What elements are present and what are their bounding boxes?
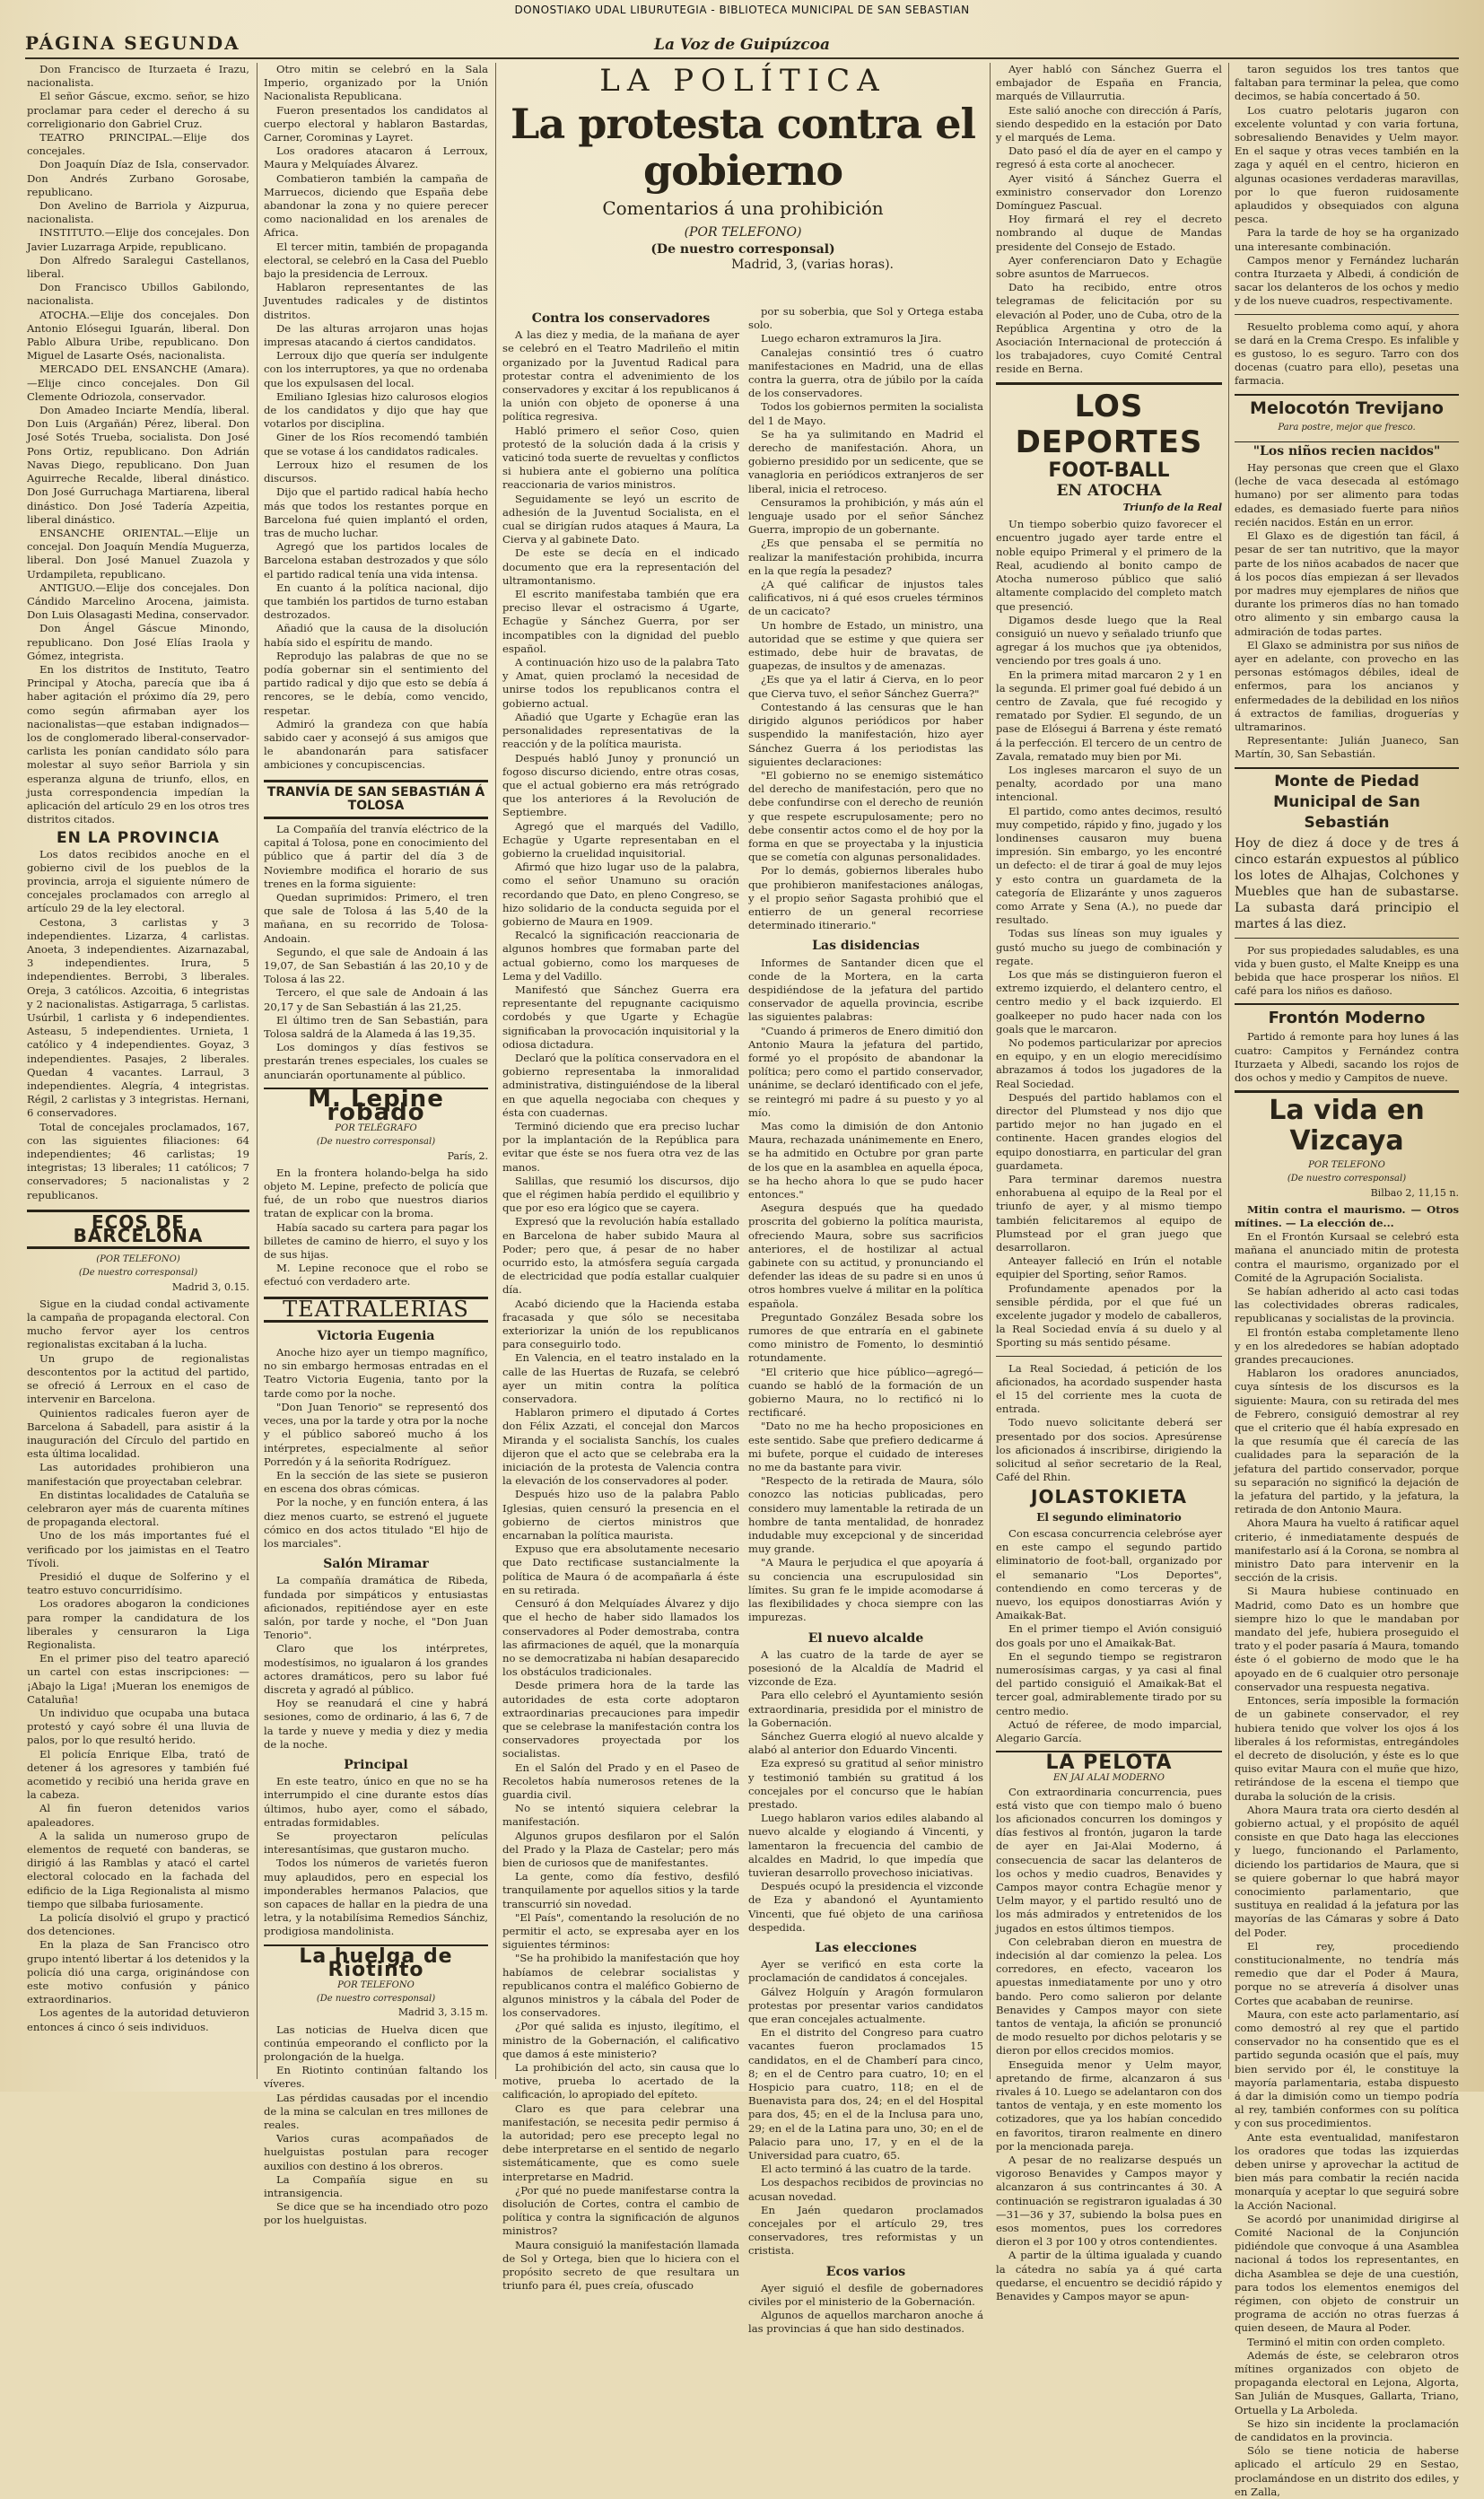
paragraph: Sigue en la ciudad condal activamente la campaña de propaganda electoral. Con mucho fervor ayer los centros regionalistas excitaban á la lucha. (27, 1297, 249, 1351)
paragraph: En el Salón del Prado y en el Paseo de Recoletos había numerosos retenes de la guardia civil. (502, 1761, 739, 1801)
paragraph: Luego hablaron varios ediles alabando al nuevo alcalde y elogiando á Vincenti, y lamentaron la frecuencia del cambio de alcaldes en Madrid, lo que impedía que tuvieran desarrollo provechoso iniciativas. (748, 1812, 983, 1879)
subheading: Contra los conservadores (531, 311, 711, 326)
paragraph: Después del partido hablamos con el director del Plumstead y nos dijo que partido mejor no han jugado en el continente. Hacen grandes elogios del equipo donostiarra, en particular del gran guardameta. (996, 1090, 1222, 1172)
masthead (25, 27, 1459, 59)
paragraph: Un individuo que ocupaba una butaca protestó y cayó sobre él una lluvia de palos, por lo que resultó herido. (27, 1706, 249, 1747)
paragraph: Luego echaron extramuros la Jira. (761, 332, 942, 345)
dateline: París, 2. (447, 1149, 488, 1162)
paragraph: El partido, como antes decimos, resultó muy competido, rápido y fino, jugado y los londinenses causaron muy buena impresión. Sin embargo, yo les encontré un defecto: el de tirar á goal de muy lejos y esto contra un guardameta de la categoría de Elizaránte y unos zagueros como Arrate y Sena (A.), no puede dar resultado. (996, 804, 1222, 927)
paragraph: Los domingos y días festivos se prestarán trenes especiales, los cuales se anunciarán oportunamente al público. (264, 1041, 488, 1081)
paragraph: Claro es que para celebrar una manifestación, se necesita pedir permiso á la autoridad; pero ese precepto legal no debe interpretarse en el sentido de negarlo sistemáticamente, que es como suele interpretarse en Madrid. (502, 2101, 739, 2183)
paragraph: Anoche hizo ayer un tiempo magnífico, no sin embargo hermosas entradas en el Teatro Victoria Eugenia, tanto por la tarde como por la noche. (264, 1346, 488, 1400)
paragraph: Varios curas acompañados de huelguistas postulan para recoger auxilios con destino á los obreros. (264, 2132, 488, 2172)
paragraph: Digamos desde luego que la Real consiguió un nuevo y señalado triunfo que agregar á los muchos que ¡ya obtenidos, venciendo por tres goals á uno. (996, 613, 1222, 668)
paragraph: Seguidamente se leyó un escrito de adhesión de la Juventud Socialista, en el cual se dirigían rudos ataques á Maura, La Cierva y al gabinete Dato. (502, 492, 739, 546)
paragraph: por su soberbia, que Sol y Ortega estaba solo. (748, 305, 983, 332)
paragraph: "El criterio que hice público—agregó—cuando se habló de la formación de un gobierno Maura, no lo rectificó ni lo rectificaré. (748, 1365, 983, 1420)
paragraph: Ayer habló con Sánchez Guerra el embajador de España en Francia, marqués de Villaurrutia. (996, 63, 1222, 103)
paragraph: Sánchez Guerra elogió al nuevo alcalde y alabó al anterior don Eduardo Vincenti. (748, 1729, 983, 1757)
paragraph: "Se ha prohibido la manifestación que hoy habíamos de celebrar socialistas y republicanos contra el maléfico Gobierno de algunos ministros y la cábala del Poder de los conservadores. (502, 1952, 739, 2020)
lead-story-right (748, 305, 983, 2336)
paragraph: A las cuatro de la tarde de ayer se posesionó de la Alcaldía de Madrid el vizconde de Eza. (748, 1647, 983, 1689)
paragraph: Las noticias de Huelva dicen que continúa empeorando el conflicto por la prolongación de la huelga. (264, 2023, 488, 2064)
paragraph: "El gobierno no se enemigo sistemático del derecho de manifestación, pero que no debe confundirse con el derecho de reunión y que respete escrupulosamente; pero no debe consentir actos como el de hoy por la forma en que se proyectaba y la injusticia que se cometía con algunas personalidades. (748, 768, 983, 864)
paragraph: Por lo demás, gobiernos liberales hubo que prohibieron manifestaciones análogas, y el propio señor Sagasta prohibió que el entierro de un general recorriese determinado itinerario." (748, 864, 983, 932)
subheadline: Comentarios á una prohibición (602, 197, 884, 219)
paragraph: A partir de la última igualada y cuando la cátedra no sabía ya á qué carta quedarse, el encuentro se decidió rápido y Benavides y Campos mayor se apun- (996, 2249, 1222, 2303)
paragraph: Por la noche, y en función entera, á las diez menos cuarto, se estrenó el juguete cómico en dos actos titulado "El hijo de los marciales". (264, 1496, 488, 1550)
paragraph: Añadió que la causa de la disolución había sido el espíritu de mando. (264, 622, 488, 649)
paragraph: En el Frontón Kursaal se celebró esta mañana el anunciado mitin de protesta contra el maurismo, organizado por el Comité de la Agrupación Socialista. (1235, 1230, 1459, 1284)
paragraph: ANTIGUO.—Elije dos concejales. Don Cándido Marcelino Arocena, jaimista. Don Luis Olasagasti Medina, conservador. (27, 581, 249, 622)
section-heading: La vida en Vizcaya (1235, 1090, 1459, 1157)
subheading: Salón Miramar (323, 1557, 429, 1572)
divider (1235, 938, 1459, 939)
paragraph: En distintas localidades de Cataluña se celebraron ayer más de cuarenta mítines de propaganda electoral. (27, 1488, 249, 1529)
paragraph: Los datos recibidos anoche en el gobierno civil de los pueblos de la provincia, arroja el siguiente número de concejales proclamados con arreglo al artículo 29 de la ley electoral. (27, 847, 249, 915)
paragraph: ¿Es que ya el latir á Cierva, en lo peor que Cierva tuvo, el señor Sánchez Guerra?" (748, 673, 983, 700)
paragraph: Todo nuevo solicitante deberá ser presentado por dos socios. Apresúrense los aficionados á inscribirse, dirigiendo la solicitud al señor secretario de la Real, Café del Rhin. (996, 1416, 1222, 1484)
section-heading: JOLASTOKIETA (1031, 1485, 1187, 1507)
paragraph: Se hizo sin incidente la proclamación de candidatos en la provincia. (1235, 2416, 1459, 2444)
paragraph: Desde primera hora de la tarde las autoridades de esta corte adoptaron extraordinarias precauciones para impedir que se celebrase la manifestación contra los conservadores proyectada por los socialistas. (502, 1679, 739, 1761)
paragraph: Don Avelino de Barriola y Aizpurua, nacionalista. (27, 199, 249, 226)
paragraph: Quinientos radicales fueron ayer de Barcelona á Sabadell, para asistir á la inauguración del Círculo del partido en esta última localidad. (27, 1406, 249, 1461)
paragraph: De este se decía en el indicado documento que era la representación del ultramontanismo. (502, 546, 739, 587)
paragraph: Uno de los más importantes fué el verificado por los jaimistas en el Teatro Tívoli. (27, 1529, 249, 1569)
paragraph: Para la tarde de hoy se ha organizado una interesante combinación. (1235, 226, 1459, 253)
paragraph: En el segundo tiempo se registraron numerosísimas cargas, y ya casi al final del partido consiguió el Amaikak-Bat el tercer goal, admirablemente tirado por su centro medio. (996, 1649, 1222, 1717)
paragraph: El escrito manifestaba también que era preciso llevar el ostracismo á Ugarte, Echagüe y Sánchez Guerra, por ser incompatibles con la dignidad del pueblo español. (502, 588, 739, 655)
paragraph: Ayer siguió el desfile de gobernadores civiles por el ministerio de la Gobernación. (748, 2281, 983, 2309)
paragraph: En Jaén quedaron proclamados concejales por el artículo 29, tres conservadores, tres reformistas y un cristista. (748, 2203, 983, 2258)
paragraph: MERCADO DEL ENSANCHE (Amara).—Elije cinco concejales. Don Gil Clemente Odriozola, conservador. (27, 363, 249, 403)
paragraph: A continuación hizo uso de la palabra Tato y Amat, quien proclamó la necesidad de unirse todos los republicanos contra el gobierno actual. (502, 656, 739, 710)
paragraph: Emiliano Iglesias hizo calurosos elogios de los candidatos y dijo que hay que votarlos por disciplina. (264, 389, 488, 431)
paragraph: En Riotinto continúan faltando los víveres. (264, 2064, 488, 2091)
paragraph: Declaró que la política conservadora en el gobierno representaba la inmoralidad administrativa, distinguiéndose de la liberal en que aquella negociaba con cheques y ésta con cuadernas. (502, 1051, 739, 1119)
paragraph: Tercero, el que sale de Andoain á las 20,17 y de San Sebastián á las 21,25. (264, 986, 488, 1013)
subheading: EN JAI ALAI MODERNO (1052, 1773, 1165, 1784)
section-heading: M. Lepine robado (264, 1088, 488, 1120)
newspaper-name: La Voz de Guipúzcoa (654, 36, 830, 54)
dateline: Madrid 3, 0.15. (171, 1280, 249, 1293)
paragraph: En Valencia, en el teatro instalado en la calle de las Huertas de Ruzafa, se celebró ayer un mitin contra la política conservadora. (502, 1351, 739, 1406)
paragraph: "Dato no me ha hecho proposiciones en este sentido. Sabe que prefiero dedicarme á mi bufete, porque el cuidado de intereses no me da bastante para vivir. (748, 1420, 983, 1474)
paragraph: Después ocupó la presidencia el vizconde de Eza y abandonó el Ayuntamiento Vincenti, que fué objeto de una cariñosa despedida. (748, 1880, 983, 1934)
paragraph: Las pérdidas causadas por el incendio de la mina se calculan en tres millones de reales. (264, 2091, 488, 2132)
paragraph: Asegura después que ha quedado proscrita del gobierno la política maurista, ofreciendo Maura, sobre sus sacrificios anteriores, el de hostilizar al actual gabinete con su actitud, y pronunciando el defender las ideas de su padre si en unos ú otros hombres vuelve á militar en la política española. (748, 1201, 983, 1310)
byline: (De nuestro corresponsal) (316, 1994, 436, 2005)
section-heading: TRANVÍA DE SAN SEBASTIÁN Á TOLOSA (264, 780, 488, 819)
paragraph: Expuso que era absolutamente necesario que Dato rectificase sustancialmente la política de Maura ó de acompañarla á éste en su retirada. (502, 1542, 739, 1596)
paragraph: La prohibición del acto, sin causa que lo motive, prueba lo acertado de la calificación, lo apropiado del epíteto. (502, 2061, 739, 2101)
paragraph: Añadió que Ugarte y Echagüe eran las personalidades representativas de la reacción y de la política maurista. (502, 710, 739, 751)
paragraph: En la frontera holando-belga ha sido objeto M. Lepine, prefecto de policía que fué, de un robo que nuestros diarios tratan de explicar con la broma. (264, 1166, 488, 1220)
column-rule (495, 63, 496, 2079)
paragraph: Recalcó la significación reaccionaria de algunos hombres que formaban parte del actual gobierno, como los marqueses de Lema y del Vadillo. (502, 929, 739, 983)
paragraph: La policía disolvió el grupo y practicó dos detenciones. (27, 1911, 249, 1938)
column-5 (1235, 63, 1459, 2498)
byline: (De nuestro corresponsal) (1287, 1174, 1407, 1184)
paragraph: Afirmó que hizo lugar uso de la palabra, como el señor Unamuno su oración recordando que Dato, en pleno Congreso, se hizo solidario de la conducta seguida por el gobierno de Maura en 1909. (502, 861, 739, 928)
paragraph: Las autoridades prohibieron una manifestación que proyectaban celebrar. (27, 1461, 249, 1488)
paragraph: Gálvez Holguín y Aragón formularon protestas por presentar varios candidatos que eran concejales actualmente. (748, 1985, 983, 2025)
paragraph: El policía Enrique Elba, trató de detener á los agresores y también fué acometido y recibió una herida grave en la cabeza. (27, 1747, 249, 1802)
paragraph: Fueron presentados los candidatos al cuerpo electoral y hablaron Bastardas, Carner, Corominas y Layret. (264, 103, 488, 144)
paragraph: Ahora Maura trata ora cierto desdén al gobierno actual, y el propósito de aquél consiste en que Dato haga las elecciones y luego, funcionando el Parlamento, diciendo los partidarios de Maura, que si se quiere gobernar lo que habrá mayor conocimiento parlamentario, que sustituya en realidad á la jefatura por las mayorías de las Cámaras y sobre á Dato del Poder. (1235, 1803, 1459, 1939)
paragraph: Un hombre de Estado, un ministro, una autoridad que se estime y que quiera ser estimado, debe huir de bravatas, de guapezas, de insultos y de amenazas. (748, 618, 983, 673)
paragraph: Se ha ya sulimitando en Madrid el derecho de manifestación. Ahora, un gobierno presidido por un sedicente, que se vanagloria en periódicos extranjeros de ser liberal, inicia el retroceso. (748, 427, 983, 495)
subheading: Las disidencias (812, 939, 920, 954)
paragraph: Hoy firmará el rey el decreto nombrando al duque de Mandas presidente del Consejo de Estado. (996, 213, 1222, 253)
paragraph: Entonces, sería imposible la formación de un gabinete conservador, el rey hubiera tenido que volver los ojos á los liberales á los reformistas, entregándoles el decreto de disolución, y éste es lo que quiso evitar Maura con el muñe que hizo, retirándose de la escena el tiempo que duraba la solución de la crisis. (1235, 1694, 1459, 1803)
paragraph: Terminó el mitin con orden completo. (1247, 2335, 1445, 2348)
dateline: Madrid 3, 3.15 m. (397, 2006, 488, 2019)
paragraph: En cuanto á la política nacional, dijo que también los partidos de turno estaban destrozados. (264, 581, 488, 622)
paragraph: "Don Juan Tenorio" se representó dos veces, una por la tarde y otra por la noche y el público saboreó mucho á los intérpretes, especialmente al señor Porredón y á la señorita Rodríguez. (264, 1400, 488, 1468)
byline: POR TELEFONO (1308, 1160, 1385, 1171)
paragraph: El acto terminó á las cuatro de la tarde. (761, 2163, 972, 2176)
section-heading: LOS DEPORTES (996, 382, 1222, 460)
paragraph: No podemos particularizar por aprecios en equipo, y en un elogio merecidísimo abrazamos á todos los jugadores de la Real Sociedad. (996, 1036, 1222, 1090)
paragraph: Quedan suprimidos: Primero, el tren que sale de Tolosa á las 5,40 de la mañana, en su recorrido de Tolosa-Andoain. (264, 890, 488, 945)
section-title: LA POLÍTICA (599, 63, 886, 99)
paragraph: Agregó que los partidos locales de Barcelona estaban destrozados y que sólo el partido radical tenía una vida intensa. (264, 540, 488, 581)
ad-heading: Melocotón Trevijano (1235, 394, 1459, 419)
paragraph: taron seguidos los tres tantos que faltaban para terminar la pelea, que como decimos, se había concertado á 50. (1235, 63, 1459, 103)
subheading: Las elecciones (815, 1940, 917, 1955)
paragraph: Al fin fueron detenidos varios apaleadores. (27, 1802, 249, 1829)
paragraph: Eza expresó su gratitud al señor ministro y testimonió también su gratitud á los concejales por el concurso que le habían prestado. (748, 1757, 983, 1811)
section-heading: La huelga de Riotinto (264, 1944, 488, 1977)
paragraph: M. Lepine reconoce que el robo se efectuó con verdadero arte. (264, 1262, 488, 1289)
paragraph: Lerroux dijo que quería ser indulgente con los interruptores, ya que no ordenaba que los expulsasen del local. (264, 349, 488, 389)
library-watermark: DONOSTIAKO UDAL LIBURUTEGIA - BIBLIOTECA MUNICIPAL DE SAN SEBASTIAN (514, 4, 970, 16)
subheading: Victoria Eugenia (317, 1328, 435, 1343)
paragraph: Un grupo de regionalistas descontentos por la actitud del partido, se ofreció á Lerroux en el caso de intervenir en Barcelona. (27, 1351, 249, 1406)
paragraph: En el primer piso del teatro apareció un cartel con estas inscripciones: —¡Abajo la Liga! ¡Mueran los enemigos de Cataluña! (27, 1652, 249, 1706)
paragraph: Preguntado González Besada sobre los rumores de que entraría en el gabinete como ministro de Fomento, lo desmintió rotundamente. (748, 1310, 983, 1365)
paragraph: A la salida un numeroso grupo de elementos de requeté con banderas, se dirigió á las Ramblas y atacó el cartel electoral colocado en la fachada del edificio de la Liga Regionalista al mismo tiempo que silbaba furiosamente. (27, 1829, 249, 1910)
paragraph: Este salió anoche con dirección á París, siendo despedido en la estación por Dato y el marqués de Lema. (996, 103, 1222, 144)
paragraph: Con celebraban dieron en muestra de indecisión al dar comienzo la pelea. Los corredores, en efecto, vacearon los apuestas inmediatamente por uno y otro bando. Pero como salieron por delante Benavides y Campos mayor con siete tantos de ventaja, la afición se pronunció de modo resuelto por dichos pelotaris y se dieron por ellos crecidos momios. (996, 1935, 1222, 2058)
paragraph: En este teatro, único en que no se ha interrumpido el cine durante estos días últimos, hubo ayer, como el sábado, entradas formidables. (264, 1775, 488, 1829)
paragraph: "Cuando á primeros de Enero dimitió don Antonio Maura la jefatura del partido, formé yo el propósito de abandonar la política; pero como el partido conservador, unánime, se declaró identificado con el jefe, se reintegró mi padre á su puesto y yo al mío. (748, 1024, 983, 1119)
ad-heading: Monte de Piedad Municipal de San Sebastián (1235, 767, 1459, 834)
paragraph: Terminó diciendo que era preciso luchar por la implantación de la República para evitar que éste se nos fuera otra vez de las manos. (502, 1119, 739, 1174)
paragraph: Ahora Maura ha vuelto á ratificar aquel criterio, é inmediatamente después de manifestarlo así á la Corona, se nombra al ministro Dato para intervenir en la sección de la crisis. (1235, 1516, 1459, 1585)
paragraph: Don Amadeo Inciarte Mendía, liberal. Don Luis (Argañán) Pérez, liberal. Don José Sotés Trueba, socialista. Don José Pons Ortiz, republicano. Don Adrián Navas Diego, republicano. Don Juan Aguirreche Recalde, liberal dinástico. Don José Gurruchaga Martiarena, liberal dinástico. Don José Tadería Azpeitia, liberal dinástico. (27, 404, 249, 526)
paragraph: TEATRO PRINCIPAL.—Elije dos concejales. (27, 131, 249, 158)
paragraph: Expresó que la revolución había estallado en Barcelona de haber subido Maura al Poder; pero que, á pesar de no haber ocurrido esto, la atmósfera seguía cargada de electricidad que podía estallar cualquier día. (502, 1215, 739, 1297)
column-rule (257, 63, 258, 2079)
byline: (De nuestro corresponsal) (316, 1137, 436, 1148)
paragraph: Un tiempo soberbio quizo favorecer el encuentro jugado ayer tarde entre el noble equipo Primeral y el primero de la Real, acudiendo al bonito campo de Atocha numeroso público que salió altamente complacido del completo match que presenció. (996, 518, 1222, 613)
subheading: Triunfo de la Real (1122, 502, 1222, 514)
paragraph: Los ingleses marcaron el suyo de un penalty, acordado por una mano intencional. (996, 763, 1222, 804)
paragraph: Representante: Julián Juaneco, San Martín, 30, San Sebastián. (1235, 734, 1459, 761)
lead-story-left (502, 305, 739, 2293)
paragraph: Los cuatro pelotaris jugaron con excelente voluntad y con varia fortuna, sobresaliendo Benavides y Uelm mayor. En el saque y otras veces también en la zaga y aquél en el centro, hicieron en algunas ocasiones verdaderas maravillas, por lo que fueron ruidosamente aplaudidos y obsequiados con alguna pesca. (1235, 103, 1459, 226)
paragraph: Dijo que el partido radical había hecho más que todos los restantes porque en Barcelona fué quien implantó el orden, tras de mucho luchar. (264, 485, 488, 539)
paragraph: Los que más se distinguieron fueron el extremo izquierdo, el delantero centro, el centro medio y el back izquierdo. El goalkeeper no pudo hacer nada con los goals que le marcaron. (996, 967, 1222, 1035)
paragraph: Después habló Junoy y pronunció un fogoso discurso diciendo, entre otras cosas, que el actual gobierno era más retrógrado que los anteriores á la Revolución de Septiembre. (502, 751, 739, 819)
paragraph: El tercer mitin, también de propaganda electoral, se celebró en la Casa del Pueblo bajo la presidencia de Lerroux. (264, 240, 488, 281)
paragraph: Se acordó por unanimidad dirigirse al Comité Nacional de la Conjunción pidiéndole que convoque á una Asamblea nacional á todos los representantes, en dicha Asamblea se deje de una cuestión, para todos los elementos enemigos del régimen, con objeto de construir un programa de acción no otras fuerzas á quien deseen, de Maura al Poder. (1235, 2212, 1459, 2335)
paragraph: Admiró la grandeza con que había sabido caer y aconsejó á sus amigos que le abandonarán para satisfacer ambiciones y concupiscencias. (264, 717, 488, 772)
paragraph: Acabó diciendo que la Hacienda estaba fracasada y que sólo se necesitaba exteriorizar la unión de los republicanos para conseguirlo todo. (502, 1297, 739, 1351)
paragraph: Informes de Santander dicen que el conde de la Mortera, en la carta despidiéndose de la jefatura del partido conservador de aquella provincia, escribe las siguientes palabras: (748, 956, 983, 1024)
paragraph: ATOCHA.—Elije dos concejales. Don Antonio Elósegui Iguarán, liberal. Don Pablo Albura Uribe, republicano. Don Miguel de Lasarte Osés, nacionalista. (27, 308, 249, 363)
paragraph: Don Ángel Gáscue Minondo, republicano. Don José Elías Iraola y Gómez, integrista. (27, 622, 249, 662)
ad-heading: "Los niños recien nacidos" (1235, 441, 1459, 459)
paragraph: Contestando á las censuras que le han dirigido algunos periódicos por haber suspendido la manifestación, hizo ayer Sánchez Guerra á los periodistas las siguientes declaraciones: (748, 700, 983, 768)
paragraph: Don Francisco Ubillos Gabilondo, nacionalista. (27, 281, 249, 308)
paragraph: En la primera mitad marcaron 2 y 1 en la segunda. El primer goal fué debido á un centro de Zavala, que fué recogido y rematado por Sydier. El segundo, de un pase de Elósegui á Barrena y éste remató á la perfección. El tercero de un centro de Zavala, rematado muy bien por Mi. (996, 668, 1222, 763)
paragraph: Los oradores abogaron la condiciones para romper la candidatura de los liberales y censuraron la Liga Regionalista. (27, 1597, 249, 1651)
column-1 (27, 63, 249, 2081)
paragraph: Ayer se verificó en esta corte la proclamación de candidatos á concejales. (748, 1958, 983, 1985)
subheading: FOOT-BALL (1048, 459, 1170, 482)
paragraph: Otro mitin se celebró en la Sala Imperio, organizado por la Unión Nacionalista Republicana. (264, 63, 488, 103)
paragraph: De las alturas arrojaron unas hojas impresas atacando á ciertos candidatos. (264, 321, 488, 349)
paragraph: Manifestó que Sánchez Guerra era representante del repugnante caciquismo cordobés y que Ugarte y Echagüe significaban la provocación inquisitorial y la odiosa dictadura. (502, 983, 739, 1051)
subheading: El segundo eliminatorio (1036, 1510, 1182, 1524)
paragraph: Por sus propiedades saludables, es una vida y buen gusto, el Malte Kneipp es una bebida que hace prosperar los niños. El café para los niños es dañoso. (1235, 943, 1459, 998)
paragraph: Don Francisco de Iturzaeta é Irazu, nacionalista. (27, 63, 249, 90)
paragraph: Los agentes de la autoridad detuvieron entonces á cinco ó seis individuos. (27, 2006, 249, 2033)
paragraph: Los despachos recibidos de provincias no acusan novedad. (748, 2176, 983, 2203)
column-2 (264, 63, 488, 2227)
paragraph: En la sección de las siete se pusieron en escena dos obras cómicas. (264, 1468, 488, 1496)
subheading: El nuevo alcalde (807, 1630, 924, 1646)
paragraph: La Compañía sigue en su intransigencia. (264, 2172, 488, 2200)
paragraph: El Glaxo se administra por sus niños de ayer en adelante, con provecho en las personas estómagos débiles, ideal de enfermos, para los ancianos y enfermedades de la debilidad en los niños á extractos de familias, droguerías y ultramarinos. (1235, 638, 1459, 733)
subheading: EN ATOCHA (1056, 481, 1162, 500)
section-heading: TEATRALERIAS (264, 1297, 488, 1323)
paragraph: Profundamente apenados por la sensible pérdida, por el que fué un excelente jugador y modelo de caballeros, la Real Sociedad envía á su duelo y al Sporting su más sentido pésame. (996, 1281, 1222, 1350)
byline: (POR TELEFONO) (684, 225, 802, 240)
paragraph: La Real Sociedad, á petición de los aficionados, ha acordado suspender hasta el 15 del corriente mes la cuota de entrada. (996, 1361, 1222, 1416)
paragraph: La Compañía del tranvía eléctrico de la capital á Tolosa, pone en conocimiento del público que á partir del día 3 de Noviembre modifica el horario de sus trenes en la forma siguiente: (264, 822, 488, 890)
byline: (POR TELEFONO) (96, 1254, 180, 1265)
paragraph: En los distritos de Instituto, Teatro Principal y Atocha, parecía que iba á haber agitación el próximo día 29, pero como según afirmaban ayer los nacionalistas—que estaban indignados—los de conglomerado liberal-conservador-carlista les ponían candidato sólo para molestar al suyo señor Barriola y sin esperanza alguna de triunfo, ellos, en justa correspondencia impedían la aplicación del artículo 29 en los otros tres distritos citados. (27, 662, 249, 826)
paragraph: Con extraordinaria concurrencia, pues está visto que con tiempo malo ó bueno los aficionados concurren los domingos y días festivos al frontón, jugaron la tarde de ayer en Jai-Alai Moderno, á consecuencia de sacar las delanteros de los ochos y medio cuadros, Benavides y Campos mayor contra Echagüe menor y Uelm mayor, y el partido resultó uno de los más admirados y entretenidos de los jugados en estos últimos tiempos. (996, 1785, 1222, 1935)
paragraph: Partido á remonte para hoy lunes á las cuatro: Campitos y Fernández contra Iturzaeta y Albedi, sacando los rojos de dos ochos y medio y Campitos de nueve. (1235, 1030, 1459, 1084)
paragraph: Todos los números de varietés fueron muy aplaudidos, pero en especial los imponderables hermanos Palacios, que son capaces de hallar en la piedra de una letra, y la notabilísima Remedios Sánchiz, prodigiosa mandolinista. (264, 1857, 488, 1938)
paragraph: Cestona, 3 carlistas y 3 independientes. Lizarza, 4 carlistas. Anoeta, 3 independientes. Aizarnazabal, 3 independientes. Irura, 5 independientes. Berrobi, 3 liberales. Oreja, 3 católicos. Azcoitia, 6 integristas y 2 nacionalistas. Astigarraga, 5 carlistas. Usúrbil, 1 carlista y 6 independientes. Asteasu, 5 independientes. Urnieta, 1 católico y 4 independientes. Goyaz, 3 independientes. Pasajes, 2 liberales. Quedan 4 vacantes. Larraul, 3 independientes. Alegría, 4 integristas. Régil, 2 carlistas y 3 integristas. Hernani, 6 conservadores. (27, 915, 249, 1120)
paragraph: Enseguida menor y Uelm mayor, apretando de firme, alcanzaron á sus rivales á 10. Luego se adelantaron con dos tantos de ventaja, y en este momento los cotizadores, que ya los habían concedido en favoritos, tiraron realmente en dinero por la mencionada pareja. (996, 2058, 1222, 2153)
paragraph: Además de éste, se celebraron otros mítines organizados con objeto de propaganda electoral en Lejona, Algorta, San Julián de Musques, Gallarta, Triano, Ortuella y La Arboleda. (1235, 2348, 1459, 2416)
paragraph: ¿Por qué no puede manifestarse contra la disolución de Cortes, contra el cambio de política y contra la significación de algunos ministros? (502, 2183, 739, 2238)
paragraph: Total de concejales proclamados, 167, con las siguientes filiaciones: 64 independientes; 46 carlistas; 19 integristas; 13 liberales; 11 católicos; 7 conservadores; 5 nacionalistas y 2 republicanos. (27, 1120, 249, 1201)
divider (1235, 314, 1459, 315)
paragraph: El rey, procediendo constitucionalmente, no tendría más remedio que dar el Poder á Maura, porque no se atrevería á disolver unas Cortes que acababan de reunirse. (1235, 1939, 1459, 2007)
paragraph: Anteayer falleció en Irún el notable equipier del Sporting, señor Ramos. (996, 1254, 1222, 1281)
paragraph: Ayer visitó á Sánchez Guerra el exministro conservador don Lorenzo Domínguez Pascual. (996, 171, 1222, 213)
byline: (De nuestro corresponsal) (650, 242, 835, 258)
paragraph: Lerroux hizo el resumen de los discursos. (264, 458, 488, 485)
paragraph: Segundo, el que sale de Andoain á las 19,07, de San Sebastián á las 20,10 y de Tolosa á las 22. (264, 945, 488, 986)
paragraph: Canalejas consintió tres ó cuatro manifestaciones en Madrid, una de ellas contra la guerra, otra de júbilo por la caída de los conservadores. (748, 345, 983, 400)
paragraph: Ayer conferenciaron Dato y Echagüe sobre asuntos de Marruecos. (996, 253, 1222, 281)
paragraph: Claro que los intérpretes, modestísimos, no igualaron á los grandes actores dramáticos, pero su labor fué discreta y agradó al público. (264, 1642, 488, 1696)
column-rule (1228, 63, 1229, 2079)
paragraph: Se habían adherido al acto casi todas las colectividades obreras radicales, republicanas y socialistas de la provincia. (1235, 1285, 1459, 1325)
lead-story (502, 63, 983, 2336)
paragraph: Hoy se reanudará el cine y habrá sesiones, como de ordinario, á las 6, 7 de la tarde y nueve y media y diez y media de la noche. (264, 1697, 488, 1751)
paragraph: A las diez y media, de la mañana de ayer se celebró en el Teatro Madrileño el mitin organizado por la Juventud Radical para protestar contra el advenimiento de los conservadores y excitar á los republicanos á la unión con objeto de oponerse á una política regresiva. (502, 328, 739, 424)
paragraph: No se intentó siquiera celebrar la manifestación. (502, 1802, 739, 1829)
paragraph: Hay personas que creen que el Glaxo (leche de vaca desecada al estómago humano) por ser alimento para todas edades, es demasiado fuerte para niños recién nacidos. Están en un error. (1235, 461, 1459, 529)
subheading: Principal (344, 1757, 408, 1772)
paragraph: ¿A qué calificar de injustos tales calificativos, ni á qué esos crueles términos de un cacicato? (748, 578, 983, 618)
ad-text: Hoy de diez á doce y de tres á cinco estarán expuestos al público los lotes de Alhajas, Colchones y Muebles que han de subastarse. La subasta dará principio el martes á las diez. (1235, 835, 1459, 931)
paragraph: ENSANCHE ORIENTAL.—Elije un concejal. Don Joaquín Mendía Muguerza, liberal. Don José Manuel Zuazola y Urdampileta, republicano. (27, 526, 249, 581)
paragraph: Censuramos la prohibición, y más aún el lenguaje usado por el señor Sánchez Guerra, impropio de un gobernante. (748, 495, 983, 537)
section-heading: Frontón Moderno (1235, 1003, 1459, 1028)
section-heading: EN LA PROVINCIA (57, 829, 220, 848)
paragraph: En la plaza de San Francisco otro grupo intentó libertar á los detenidos y la policía dió una carga, originándose con este motivo confusión y pánico extraordinarios. (27, 1938, 249, 2006)
paragraph: El Glaxo es de digestión tan fácil, á pesar de ser tan nutritivo, que la mayor parte de los niños acabados de nacer que á los pocos días empiezan á ser llevados por madres muy ejemplares de niños que durante los primeros días no han tomado otro alimento y sin embargo causa la admiración de todas partes. (1235, 529, 1459, 638)
paragraph: Algunos de aquellos marcharon anoche á las provincias á que han sido destinados. (748, 2309, 983, 2336)
byline: POR TELÉGRAFO (335, 1123, 417, 1134)
paragraph: En el primer tiempo el Avión consiguió dos goals por uno el Amaikak-Bat. (996, 1622, 1222, 1649)
paragraph: Dato pasó el día de ayer en el campo y regresó á esta corte al anochecer. (996, 144, 1222, 171)
paragraph: Combatieron también la campaña de Marruecos, diciendo que España debe abandonar la zona y no quiere perecer como nacionalidad en los arenales de Africa. (264, 171, 488, 240)
paragraph: ¿Es que pensaba el se permitía no realizar la manifestación prohibida, incurra en la que regía la pesadez? (748, 537, 983, 577)
paragraph: El señor Gáscue, excmo. señor, se hizo proclamar para ceder el derecho á su correligionario don Gabriel Cruz. (27, 90, 249, 130)
paragraph: Había sacado su cartera para pagar los billetes de camino de hierro, el suyo y los de sus hijas. (264, 1220, 488, 1262)
headline: La protesta contra el gobierno (511, 100, 975, 195)
paragraph: Los oradores atacaron á Lerroux, Maura y Melquíades Álvarez. (264, 144, 488, 171)
paragraph: Sólo se tiene noticia de haberse aplicado el artículo 29 en Sestao, proclamándose en un distrito dos ediles, y en Zalla, (1235, 2444, 1459, 2498)
paragraph: Resuelto problema como aquí, y ahora se dará en la Crema Crespo. Es infalible y es gustoso, lo es seguro. Tarro con dos docenas (cuatro para ello), pesetas una farmacia. (1235, 319, 1459, 388)
paragraph: Si Maura hubiese continuado en Madrid, como Dato es un hombre que siempre hizo lo que le mandaban por mandato del jefe, hubiera proseguido el trato y el poder pasaría á Maura, tomando éste ó el gobierno de modo que le ha apoyado en de 6 cualquier otro personaje conservador una respuesta negativa. (1235, 1585, 1459, 1693)
paragraph: Habló primero el señor Coso, quien protestó de la solución dada á la crisis y vaticinó toda suerte de revueltas y conflictos si hubiera ante el gobierno una política reaccionaria de varios ministros. (502, 424, 739, 492)
paragraph: Maura, con este acto parlamentario, así como demostró al rey que el partido conservador no ha consentido que es el partido segunda ocasión que el país, muy bien servido por él, le constituye la mayoría parlamentaria, estaba dispuesto á dar la dimisión como un tiempo podría al rey, también conformes con su política y con sus procedimientos. (1235, 2007, 1459, 2130)
column-4 (996, 63, 1222, 2303)
paragraph: Ante esta eventualidad, manifestaron los oradores que todas las izquierdas deben unirse y aprovechar la actitud de bien más para combatir la recién nacida monarquía y aceptar lo que seguirá sobre la Acción Nacional. (1235, 2130, 1459, 2212)
paragraph: Hablaron representantes de las Juventudes radicales y de distintos distritos. (264, 281, 488, 321)
paragraph: ¿Por qué salida es injusto, ilegítimo, el ministro de la Gobernación, el calificativo que damos á este ministerio? (502, 2020, 739, 2060)
paragraph: Se dice que se ha incendiado otro pozo por los huelguistas. (264, 2200, 488, 2227)
paragraph: Presidió el duque de Solferino y el teatro estuvo concurridísimo. (27, 1569, 249, 1597)
divider (996, 1356, 1222, 1357)
paragraph: Dato ha recibido, entre otros telegramas de felicitación por su elevación al Poder, uno de Cuba, otro de la República Argentina y otro de la Asociación Internacional de protección á los trabajadores, cuyo Comité Central reside en Berna. (996, 281, 1222, 376)
paragraph: Hablaron los oradores anunciados, cuya síntesis de los discursos es la siguiente: Maura, con su retirada del mes de Febrero, consiguió demostrar al rey que el criterio que él había expresado en la que resumía que él carecía de las cualidades para la separación de la jefatura del partido conservador, porque su separación no significó la dejación de la jefatura del partido, y la jefatura, la retirada de don Antonio Maura. (1235, 1367, 1459, 1516)
dateline: Bilbao 2, 11,15 n. (1370, 1186, 1459, 1199)
paragraph: Algunos grupos desfilaron por el Salón del Prado y la Plaza de Castelar; pero más bien de curiosos que de manifestantes. (502, 1829, 739, 1869)
paragraph: El frontón estaba completamente lleno y en los alrededores se habían adoptado grandes precauciones. (1235, 1325, 1459, 1367)
paragraph: Agregó que el marqués del Vadillo, Echagüe y Ugarte representaban en el gobierno la cruelidad inquisitorial. (502, 819, 739, 860)
paragraph: Salillas, que resumió los discursos, dijo que el régimen había perdido el equilibrio y que por eso era lógico que se cayera. (502, 1174, 739, 1215)
paragraph: Se proyectaron películas interesantísimas, que gustaron mucho. (264, 1829, 488, 1857)
paragraph: Maura consiguió la manifestación llamada de Sol y Ortega, bien que lo hiciera con el propósito secreto de que resultara un triunfo para él, pues creía, ofuscado (502, 2238, 739, 2293)
section-heading: LA PELOTA (996, 1751, 1222, 1769)
paragraph: Después hizo uso de la palabra Pablo Iglesias, quien censuró la presencia en el gobierno de ciertos ministros que encarnaban la política maurista. (502, 1488, 739, 1542)
paragraph: La gente, como día festivo, desfiló tranquilamente por aquellos sitios y la tarde transcurrió sin novedad. (502, 1870, 739, 1910)
paragraph: "Respecto de la retirada de Maura, sólo conozco las noticias publicadas, pero considero muy lamentable la retirada de un hombre de tanta mentalidad, de honradez indudable muy excepcional y de sinceridad muy grande. (748, 1474, 983, 1556)
ad-subheading: Para postre, mejor que fresco. (1278, 422, 1416, 433)
paragraph: Actuó de réferee, de modo imparcial, Alegario García. (996, 1717, 1222, 1744)
paragraph: En el distrito del Congreso para cuatro vacantes fueron proclamados 15 candidatos, en el de Chamberí para cinco, 8; en el de Centro para cuatro, 10; en el Hospicio para cuatro, 118; en el de Buenavista para dos, 24; en el del Hospital para dos, 45; en el de la Inclusa para uno, 29; en el de la Latina para uno, 30; en el de Palacio para uno, 17, y en el de la Universidad para cuatro, 65. (748, 2026, 983, 2163)
paragraph: "A Maura le perjudica el que apoyaría á su conciencia una escrupulosidad sin límites. Su gran fe le impide acomodarse á las flexibilidades y choca siempre con las impurezas. (748, 1556, 983, 1624)
paragraph: Censuró á don Melquíades Álvarez y dijo que el hecho de haber sido llamados los conservadores al Poder demostraba, contra las afirmaciones de aquél, que la monarquía no se democratizaba ni habían desaparecido los obstáculos tradicionales. (502, 1597, 739, 1679)
subheading: Ecos varios (825, 2264, 906, 2279)
paragraph: Todos los gobiernos permiten la socialista del 1 de Mayo. (748, 400, 983, 427)
paragraph: La compañía dramática de Ribeda, fundada por simpáticos y entusiastas aficionados, repitiéndose ayer en este salón, por tarde y noche, el "Don Juan Tenorio". (264, 1574, 488, 1642)
paragraph: Mas como la dimisión de don Antonio Maura, rechazada unánimemente en Enero, se ha admitido en Octubre por gran parte de los que en la asamblea en aquella época, se ha hecho ahora lo que se pudo hacer entonces." (748, 1119, 983, 1201)
paragraph: Hablaron primero el diputado á Cortes don Félix Azzati, el concejal don Marcos Miranda y el socialista Sanchís, los cuales dijeron que el acto que se celebraba era la iniciación de la protesta de Valencia contra la elevación de los conservadores al poder. (502, 1406, 739, 1488)
paragraph: Con escasa concurrencia celebróse ayer en este campo el segundo partido eliminatorio de foot-ball, organizado por el semanario "Los Deportes", contendiendo en como terceras y de nuevo, los equipos donostiarras Avión y Amaikak-Bat. (996, 1526, 1222, 1622)
page-section-label: PÁGINA SEGUNDA (25, 32, 240, 54)
byline: (De nuestro corresponsal) (78, 1268, 198, 1279)
paragraph: Campos menor y Fernández lucharán contra Iturzaeta y Albedi, á condición de sacar los delanteros de los ochos y medio y de los nueve cuadros, respectivamente. (1235, 253, 1459, 308)
paragraph: A pesar de no realizarse después un vigoroso Benavides y Campos mayor y alcanzaron á sus contrincantes á 30. A continuación se registraron igualadas á 30—31—36 y 37, subiendo la bolsa pues en esos momentos, pues los corredores dieron el 3 por 100 y otros contendientes. (996, 2154, 1222, 2249)
paragraph: Don Joaquín Díaz de Isla, conservador. Don Andrés Zurbano Gorosabe, republicano. (27, 158, 249, 198)
column-rule (990, 63, 991, 2079)
byline: POR TELEFONO (337, 1980, 415, 1991)
paragraph: Don Alfredo Saralegui Castellanos, liberal. (27, 253, 249, 281)
paragraph: Giner de los Ríos recomendó también que se votase á los candidatos radicales. (264, 431, 488, 458)
section-heading: ECOS DE BARCELONA (27, 1210, 249, 1249)
paragraph: El último tren de San Sebastián, para Tolosa saldrá de la Alameda á las 19,35. (264, 1013, 488, 1041)
paragraph: Para terminar daremos nuestra enhorabuena al equipo de la Real por el triunfo de ayer, y al mismo tiempo también felicitaremos al equipo de Plumstead por el gran juego que desarrollaron. (996, 1173, 1222, 1254)
paragraph: Reprodujo las palabras de que no se podía gobernar sin el sentimiento del partido radical y dijo que esto se debía á rencores, se le debía, como vencido, respetar. (264, 649, 488, 717)
paragraph: Para ello celebró el Ayuntamiento sesión extraordinaria, presidida por el ministro de la Gobernación. (748, 1689, 983, 1729)
paragraph: "El País", comentando la resolución de no permitir el acto, se expresaba ayer en los siguientes términos: (502, 1910, 739, 1952)
paragraph: INSTITUTO.—Elije dos concejales. Don Javier Luzarraga Arpide, republicano. (27, 226, 249, 253)
dateline: Madrid, 3, (varias horas). (731, 258, 894, 273)
paragraph: Mitin contra el maurismo. — Otros mítines. — La elección de... (1235, 1202, 1459, 1229)
paragraph: Todas sus líneas son muy iguales y gustó mucho su juego de combinación y regate. (996, 927, 1222, 967)
